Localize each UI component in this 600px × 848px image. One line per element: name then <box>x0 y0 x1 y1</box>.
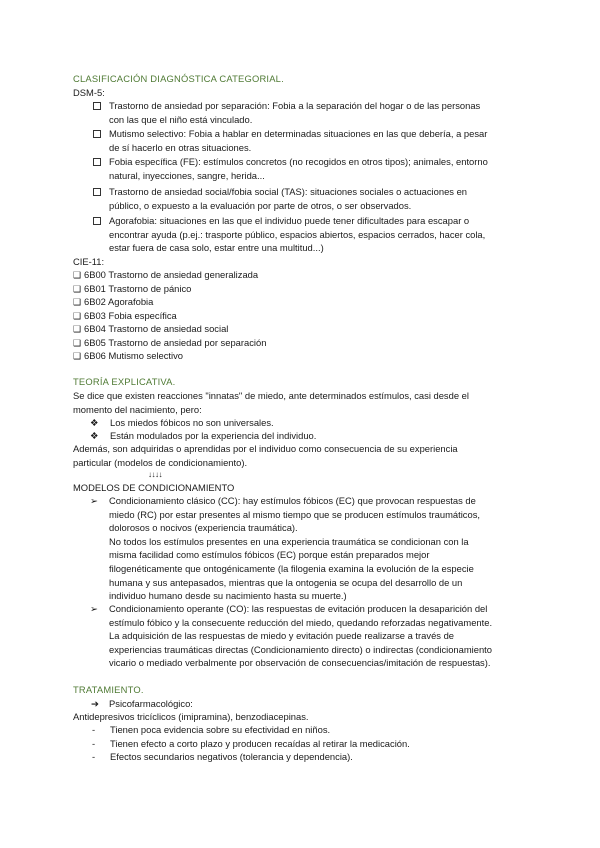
section-title-clasificacion: CLASIFICACIÓN DIAGNÓSTICA CATEGORIAL. <box>73 73 284 84</box>
text-line: Agorafobia: situaciones en las que el individuo puede tener dificultades para escapar o <box>109 215 470 226</box>
square-bullet-icon: ❑ <box>73 351 82 361</box>
teoria-intro <box>73 389 469 416</box>
text-line: filogenéticamente que ontogénicamente (la filogenia examina la evolución de la especie <box>109 562 474 574</box>
square-bullet-icon: ❑ <box>73 283 82 294</box>
text-line: Mutismo selectivo: Fobia a hablar en determinadas situaciones en las que debería, a pesar <box>109 128 488 139</box>
cie-item-label: 6B05 Trastorno de ansiedad por separación <box>84 336 267 348</box>
text-line: particular (modelos de condicionamiento). <box>73 456 248 468</box>
cie-item-label: 6B06 Mutismo selectivo <box>84 350 184 361</box>
dsm-item <box>109 214 485 255</box>
psico-label: Psicofarmacológico: <box>109 698 193 709</box>
text-line: Condicionamiento clásico (CC): hay estímulos fóbicos (EC) que provocan respuestas de <box>109 495 476 506</box>
model-operant <box>109 602 492 670</box>
text-line: No todos los estímulos presentes en una experiencia traumática se condicionan con la <box>109 535 469 547</box>
diamond-item: Están modulados por la experiencia del individuo. <box>110 430 317 441</box>
text-line: de sí hacerlo en otras situaciones. <box>109 141 252 153</box>
section-title-tratamiento: TRATAMIENTO. <box>73 684 144 695</box>
text-line: humana y sus antepasados, mientras que la ontogenia se ocupa del desarrollo de un <box>109 576 463 588</box>
section-title-teoria: TEORÍA EXPLICATIVA. <box>73 376 176 387</box>
text-line: estímulo fóbico y la consecuente reducción del miedo, quedando reforzadas negativamente. <box>109 616 493 628</box>
square-bullet-icon: ❑ <box>73 337 82 348</box>
down-arrows-icon: ↓↓↓↓ <box>148 470 162 479</box>
cie-item <box>73 349 183 364</box>
text-line: La adquisición de las respuestas de miedo y evitación puede realizarse a través de <box>109 630 454 642</box>
dsm-item <box>109 155 488 182</box>
text-line: Además, son adquiridas o aprendidas por el individuo como consecuencia de su experiencia <box>73 443 458 454</box>
cie-item-label: 6B02 Agorafobia <box>84 296 154 307</box>
text-line: dolorosos o nocivos (experiencia traumática). <box>109 522 298 534</box>
dsm-item <box>109 99 480 126</box>
checkbox-icon <box>93 217 101 225</box>
cie-item <box>73 322 228 337</box>
text-line: Fobia específica (FE): estímulos concretos (no recogidos en otros tipos); animales, entorno <box>109 156 488 167</box>
text-line: misma facilidad como estímulos fóbicos (EC) porque están preparados mejor <box>109 549 430 561</box>
text-line: Trastorno de ansiedad social/fobia social (TAS): situaciones sociales o actuaciones en <box>109 186 468 197</box>
text-line: encontrar ayuda (p.ej.: trasporte público, espacios abiertos, espacios cerrados, hacer cola, <box>109 228 486 240</box>
square-bullet-icon: ❑ <box>73 297 82 307</box>
cie-item <box>73 309 177 324</box>
dash-item: Tienen efecto a corto plazo y producen recaídas al retirar la medicación. <box>110 738 410 749</box>
cie-item <box>73 282 191 297</box>
cie-item <box>73 295 153 310</box>
dsm-item <box>109 127 487 154</box>
diamond-bullet-icon: ❖ <box>90 430 99 441</box>
dsm-label: DSM-5: <box>73 87 105 98</box>
cie-item-label: 6B00 Trastorno de ansiedad generalizada <box>84 269 259 280</box>
checkbox-icon <box>93 130 101 138</box>
square-bullet-icon: ❑ <box>73 310 82 321</box>
checkbox-icon <box>93 102 101 110</box>
model-classical <box>109 494 480 603</box>
text-line: vicario o mediado verbalmente por observación de consecuencias/imitación de respuestas). <box>109 657 491 669</box>
dash-item: Efectos secundarios negativos (tolerancia y dependencia). <box>110 751 353 762</box>
text-line: Se dice que existen reacciones "innatas" de miedo, ante determinados estímulos, casi desde el <box>73 390 469 401</box>
dash-bullet: - <box>92 751 96 762</box>
text-line: experiencias traumáticas directas (Condicionamiento directo) o indirectas (condicionamiento <box>109 643 492 655</box>
cie-item <box>73 336 266 351</box>
arrowhead-bullet-icon: ➢ <box>90 603 98 614</box>
text-line: estar fuera de casa solo, estar entre una multitud...) <box>109 242 324 254</box>
cie-item-label: 6B03 Fobia específica <box>84 309 177 321</box>
dsm-item <box>109 185 467 212</box>
cie-item <box>73 268 258 283</box>
square-bullet-icon: ❑ <box>73 324 82 334</box>
text-line: miedo (RC) por estar presentes al mismo tiempo que se producen estímulos traumáticos, <box>109 508 480 520</box>
cie-item-label: 6B04 Trastorno de ansiedad social <box>84 323 229 334</box>
text-line: Condicionamiento operante (CO): las respuestas de evitación producen la desaparición del <box>109 603 488 614</box>
checkbox-icon <box>93 188 101 196</box>
cie-item-label: 6B01 Trastorno de pánico <box>84 282 192 294</box>
arrowhead-bullet-icon: ➢ <box>90 495 98 506</box>
square-bullet-icon: ❑ <box>73 270 82 280</box>
text-line: Trastorno de ansiedad por separación: Fobia a la separación del hogar o de las personas <box>109 100 481 111</box>
text-line: individuo humano desde su nacimiento hasta su muerte.) <box>109 590 347 602</box>
text-line: público, o expuesto a la evaluación por parte de otros, o ser observados. <box>109 199 412 211</box>
text-line: momento del nacimiento, pero: <box>73 403 202 415</box>
checkbox-icon <box>93 158 101 166</box>
right-arrow-icon: ➔ <box>91 698 99 709</box>
cie-label: CIE-11: <box>73 256 105 267</box>
models-title: MODELOS DE CONDICIONAMIENTO <box>73 482 235 493</box>
text-line: con las que el niño está vinculado. <box>109 113 253 125</box>
dash-bullet: - <box>92 724 96 735</box>
diamond-bullet-icon: ❖ <box>90 417 99 428</box>
dash-item: Tienen poca evidencia sobre su efectividad en niños. <box>110 724 331 735</box>
diamond-item: Los miedos fóbicos no son universales. <box>110 417 274 428</box>
drugs-line: Antidepresivos tricíclicos (imipramina), benzodiacepinas. <box>73 711 309 722</box>
text-line: natural, inyecciones, sangre, herida... <box>109 169 265 181</box>
teoria-after <box>73 442 458 469</box>
dash-bullet: - <box>92 738 96 749</box>
